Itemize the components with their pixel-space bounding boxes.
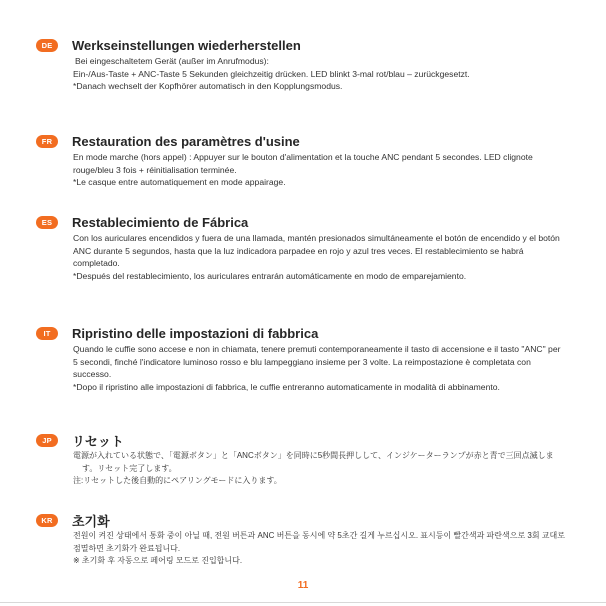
section-de: [36, 36, 566, 93]
section-title-it: Ripristino delle impostazioni di fabbrica: [72, 325, 319, 341]
paragraph: Con los auriculares encendidos y fuera de una llamada, mantén presionados simultáneamente el botón de encendido y el botón ANC durante 5 segundos, hasta que la luz indicadora parpadee en rojo y azul tres veces. El restablecimiento se habrá completado.: [73, 233, 560, 269]
note: ※ 초기화 후 자동으로 페어링 모드로 진입합니다.: [73, 556, 243, 566]
note: *Después del restablecimiento, los auriculares entrarán automáticamente en modo de emparejamiento.: [73, 270, 467, 281]
note: *Le casque entre automatiquement en mode appairage.: [73, 177, 286, 188]
section-body-kr: [73, 530, 566, 568]
language-badge-de: DE: [36, 39, 58, 52]
paragraph: Quando le cuffie sono accese e non in chiamata, tenere premuti contemporaneamente il tasto di accensione e il tasto "ANC" per 5 secondi, finché l'indicatore luminoso rosso e blu lampeggiano insieme per 3 volte. La reimpostazione è completata con successo.: [73, 344, 561, 380]
section-fr: [36, 132, 566, 189]
language-badge-fr: FR: [36, 135, 58, 148]
page-number: 11: [297, 580, 309, 591]
note: 注:リセットした後自動的にペアリングモードに入ります。: [73, 476, 282, 486]
section-body-de: [73, 55, 566, 93]
section-body-jp: [73, 450, 566, 488]
section-title-es: Restablecimiento de Fábrica: [72, 214, 249, 230]
section-title-de: Werkseinstellungen wiederherstellen: [72, 37, 301, 53]
note: *Dopo il ripristino alle impostazioni di fabbrica, le cuffie entreranno automaticamente in modalità di abbinamento.: [73, 381, 500, 392]
language-badge-it: IT: [36, 327, 58, 340]
section-title-jp: リセット: [72, 433, 124, 449]
paragraph: 電源が入れている状態で、「電源ボタン」と「ANCボタン」を同時に5秒間長押しして、インジケーターランプが赤と青で三回点滅します。リセット完了します。: [73, 451, 554, 473]
section-kr: [36, 511, 566, 568]
section-header: [36, 36, 566, 54]
section-header: [36, 511, 566, 529]
section-title-kr: 초기화: [72, 513, 110, 529]
section-body-fr: [73, 151, 566, 189]
language-badge-kr: KR: [36, 514, 58, 527]
note: *Danach wechselt der Kopfhörer automatisch in den Kopplungsmodus.: [73, 81, 343, 92]
language-badge-es: ES: [36, 216, 58, 229]
section-header: [36, 431, 566, 449]
section-it: [36, 324, 566, 393]
language-badge-jp: JP: [36, 434, 58, 447]
paragraph: 전원이 켜진 상태에서 통화 중이 아닐 때, 전원 버튼과 ANC 버튼을 동시에 약 5초간 길게 누르십시오. 표시등이 빨간색과 파란색으로 3회 교대로 점멸하면 초기화가 완료됩니다.: [73, 531, 565, 553]
paragraph: En mode marche (hors appel) : Appuyer sur le bouton d'alimentation et la touche ANC pendant 5 secondes. LED clignote rouge/bleu 3 fois + réinitialisation terminée.: [73, 152, 533, 175]
section-jp: [36, 431, 566, 488]
section-body-es: [73, 232, 566, 282]
section-title-fr: Restauration des paramètres d'usine: [72, 133, 300, 149]
section-header: [36, 324, 566, 342]
bottom-divider: [0, 602, 606, 603]
paragraph: Bei eingeschaltetem Gerät (außer im Anrufmodus):: [75, 56, 269, 66]
paragraph: Ein-/Aus-Taste + ANC-Taste 5 Sekunden gleichzeitig drücken. LED blinkt 3-mal rot/blau – zurückgesetzt.: [73, 68, 470, 79]
section-es: [36, 213, 566, 282]
section-header: [36, 213, 566, 231]
section-body-it: [73, 343, 566, 393]
section-header: [36, 132, 566, 150]
